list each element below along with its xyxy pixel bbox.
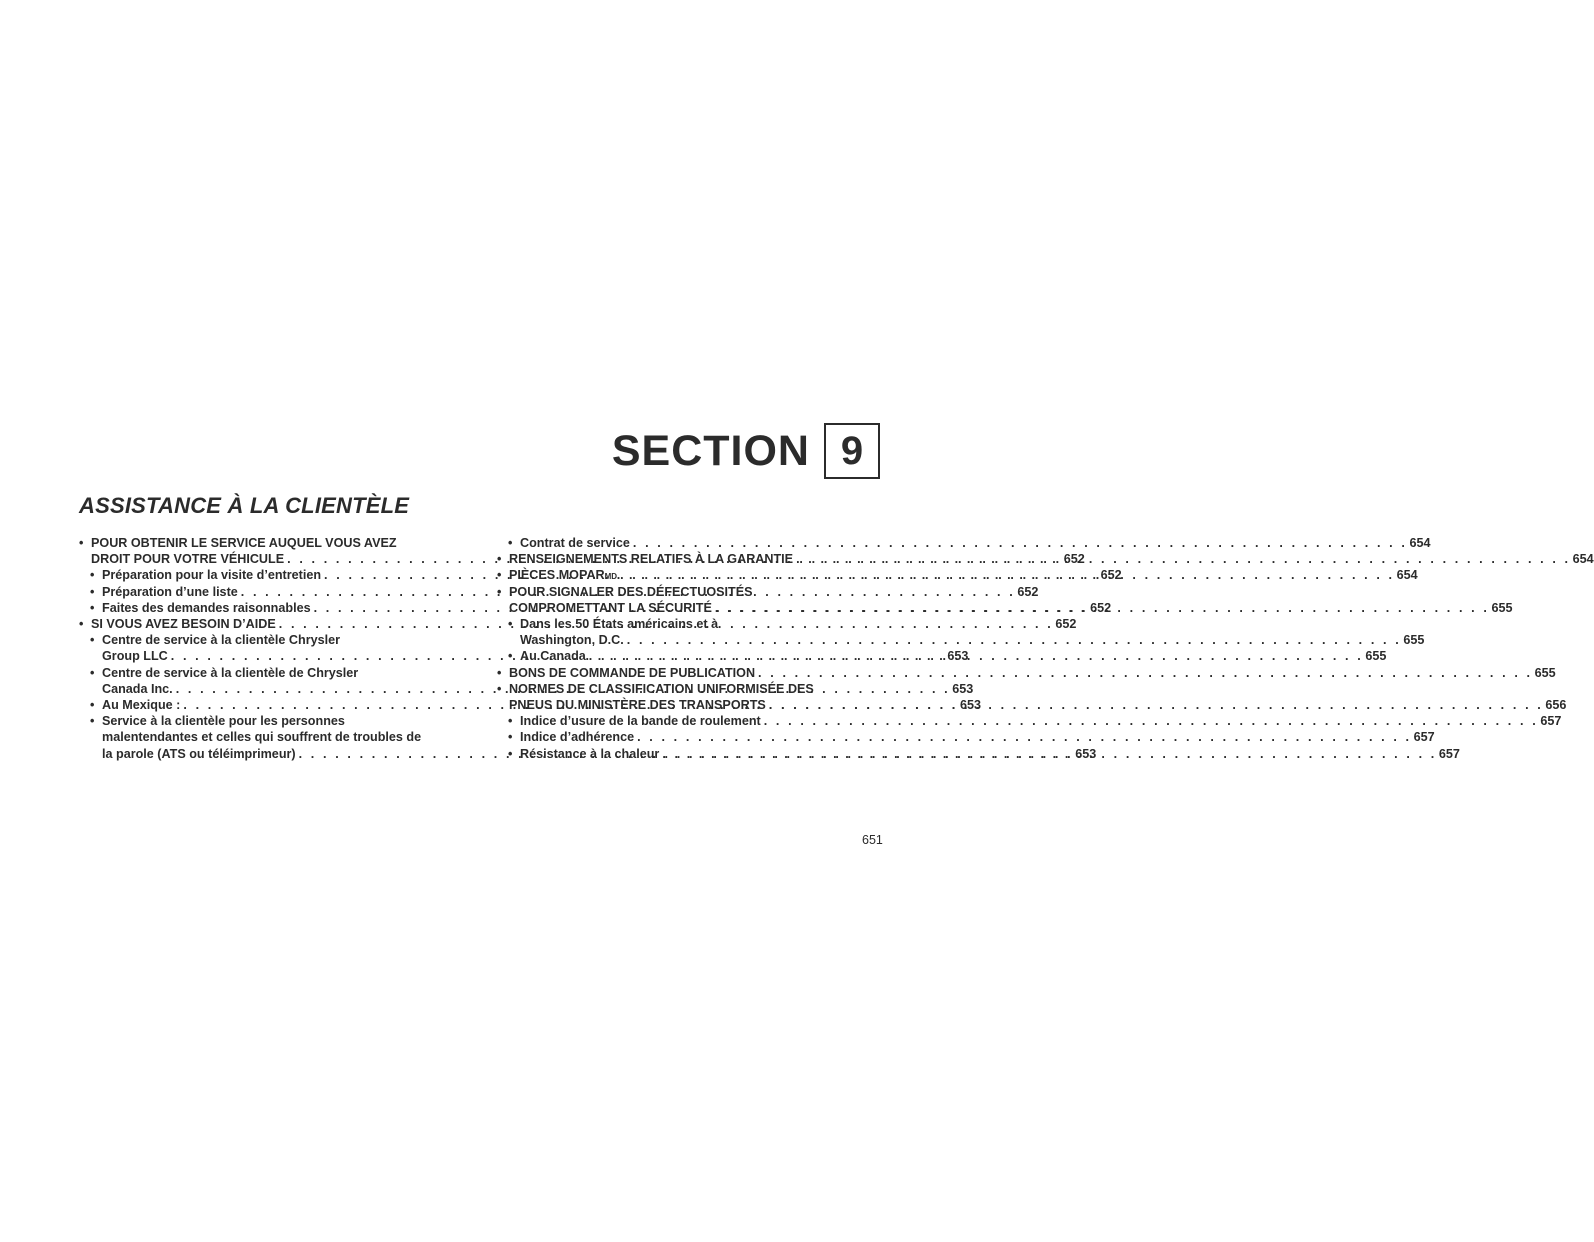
section-label: SECTION bbox=[611, 427, 810, 475]
toc-entry-title: Centre de service à la clientèle de Chrysler bbox=[102, 665, 359, 680]
toc-entry-title: POUR OBTENIR LE SERVICE AUQUEL VOUS AVEZ bbox=[91, 536, 397, 550]
toc-page-number: 652 bbox=[1100, 568, 1122, 583]
dot-leader bbox=[769, 697, 1544, 713]
toc-entry-title: Préparation d’une liste bbox=[102, 584, 238, 599]
toc-entry-title: PNEUS DU MINISTÈRE DES TRANSPORTS bbox=[509, 698, 766, 713]
toc-entry-title: Washington, D.C. bbox=[520, 633, 624, 648]
toc-entry-title: POUR SIGNALER DES DÉFECTUOSITÉS bbox=[509, 584, 753, 599]
bullet-icon: • bbox=[497, 665, 502, 680]
bullet-icon: • bbox=[90, 568, 95, 583]
toc-page-number: 654 bbox=[1409, 536, 1431, 550]
bullet-icon: • bbox=[508, 714, 513, 729]
bullet-icon: • bbox=[497, 681, 502, 696]
toc-page-number: 657 bbox=[1438, 746, 1460, 761]
toc-page-number: 657 bbox=[1540, 714, 1562, 729]
toc-entry-title: Résistance à la chaleur bbox=[520, 746, 660, 761]
bullet-icon: • bbox=[497, 584, 502, 599]
bullet-icon: • bbox=[508, 649, 513, 664]
bullet-icon: • bbox=[90, 665, 95, 680]
toc-entry-title: malentendantes et celles qui souffrent de troubles de bbox=[102, 730, 422, 745]
dot-leader bbox=[633, 535, 1408, 551]
toc-page-number: 655 bbox=[1365, 649, 1387, 664]
dot-leader bbox=[620, 567, 1395, 583]
bullet-icon: • bbox=[90, 584, 95, 599]
toc-page-number: 657 bbox=[1413, 730, 1435, 745]
page-number: 651 bbox=[862, 833, 883, 847]
bullet-icon: • bbox=[508, 617, 513, 632]
toc-entry-title: NORMES DE CLASSIFICATION UNIFORMISÉE DES bbox=[509, 681, 814, 696]
toc-page-number: 653 bbox=[947, 649, 969, 664]
dot-leader bbox=[662, 746, 1437, 762]
toc-entry[interactable]: • PIÈCES MOPAR MD . . . 654 bbox=[497, 567, 880, 583]
dot-leader bbox=[764, 713, 1539, 729]
toc-entry-title: Indice d’usure de la bande de roulement bbox=[520, 714, 761, 729]
bullet-icon: • bbox=[90, 600, 95, 615]
bullet-icon: • bbox=[90, 698, 95, 713]
toc-entry-title: RENSEIGNEMENTS RELATIFS À LA GARANTIE bbox=[509, 552, 794, 567]
toc-page-number: 652 bbox=[1090, 600, 1112, 615]
section-header bbox=[612, 423, 880, 479]
toc-entry-title: Group LLC bbox=[102, 649, 168, 664]
toc-entry-title: Contrat de service bbox=[520, 536, 630, 550]
toc-page-number: 656 bbox=[1545, 698, 1567, 713]
toc-page-number: 652 bbox=[1017, 584, 1039, 599]
toc-entry[interactable] bbox=[497, 729, 1435, 745]
toc-entry[interactable] bbox=[497, 713, 1562, 729]
dot-leader bbox=[637, 729, 1412, 745]
toc-entry-title: Service à la clientèle pour les personnes bbox=[102, 714, 345, 729]
toc-entry-title: Centre de service à la clientèle Chrysler bbox=[102, 633, 341, 648]
bullet-icon: • bbox=[497, 552, 502, 567]
toc-page-number: 654 bbox=[1572, 552, 1594, 567]
bullet-icon: • bbox=[508, 730, 513, 745]
toc-page-number: 655 bbox=[1491, 600, 1513, 615]
section-number-box: 9 bbox=[824, 423, 880, 479]
toc-entry-title: Au Canada bbox=[520, 649, 586, 664]
toc-page-number: 653 bbox=[1075, 746, 1097, 761]
toc-page-number: 654 bbox=[1396, 568, 1418, 583]
toc-entry[interactable] bbox=[497, 665, 1556, 681]
toc-entry-title: Canada Inc. bbox=[102, 681, 173, 696]
dot-leader bbox=[715, 600, 1490, 616]
bullet-icon: • bbox=[79, 617, 84, 632]
bullet-icon: • bbox=[90, 633, 95, 648]
toc-entry-title: PIÈCES MOPAR bbox=[509, 568, 605, 583]
toc-page-number: 652 bbox=[1063, 552, 1085, 567]
toc-entry-title: Au Mexique : bbox=[102, 698, 181, 713]
dot-leader bbox=[627, 632, 1402, 648]
toc-page-number: 653 bbox=[959, 698, 981, 713]
toc-entry-title: BONS DE COMMANDE DE PUBLICATION bbox=[509, 665, 756, 680]
toc-entry-title: COMPROMETTANT LA SÉCURITÉ bbox=[509, 600, 712, 615]
dot-leader bbox=[758, 665, 1533, 681]
page-title: ASSISTANCE À LA CLIENTÈLE bbox=[79, 493, 410, 518]
toc-entry-title: SI VOUS AVEZ BESOIN D’AIDE bbox=[91, 617, 276, 632]
bullet-icon: • bbox=[497, 568, 502, 583]
toc-entry-title: DROIT POUR VOTRE VÉHICULE bbox=[91, 552, 285, 567]
bullet-icon: • bbox=[79, 536, 84, 550]
toc-entry-title: Dans les 50 États américains et à bbox=[520, 617, 719, 632]
toc-page-number: 655 bbox=[1534, 665, 1556, 680]
bullet-icon: • bbox=[508, 746, 513, 761]
dot-leader bbox=[589, 648, 1364, 664]
dot-leader bbox=[796, 551, 1571, 567]
toc-entry-title: Indice d’adhérence bbox=[520, 730, 635, 745]
toc-page-number: 655 bbox=[1403, 633, 1425, 648]
bullet-icon: • bbox=[508, 536, 513, 550]
bullet-icon: • bbox=[90, 714, 95, 729]
toc-entry-title: Faites des demandes raisonnables bbox=[102, 600, 311, 615]
toc-page-number: 653 bbox=[952, 681, 974, 696]
toc-entry[interactable] bbox=[497, 535, 1431, 551]
toc-page-number: 652 bbox=[1055, 617, 1077, 632]
toc-entry-title: Préparation pour la visite d’entretien bbox=[102, 568, 322, 583]
toc-entry-title: la parole (ATS ou téléimprimeur) bbox=[102, 746, 296, 761]
